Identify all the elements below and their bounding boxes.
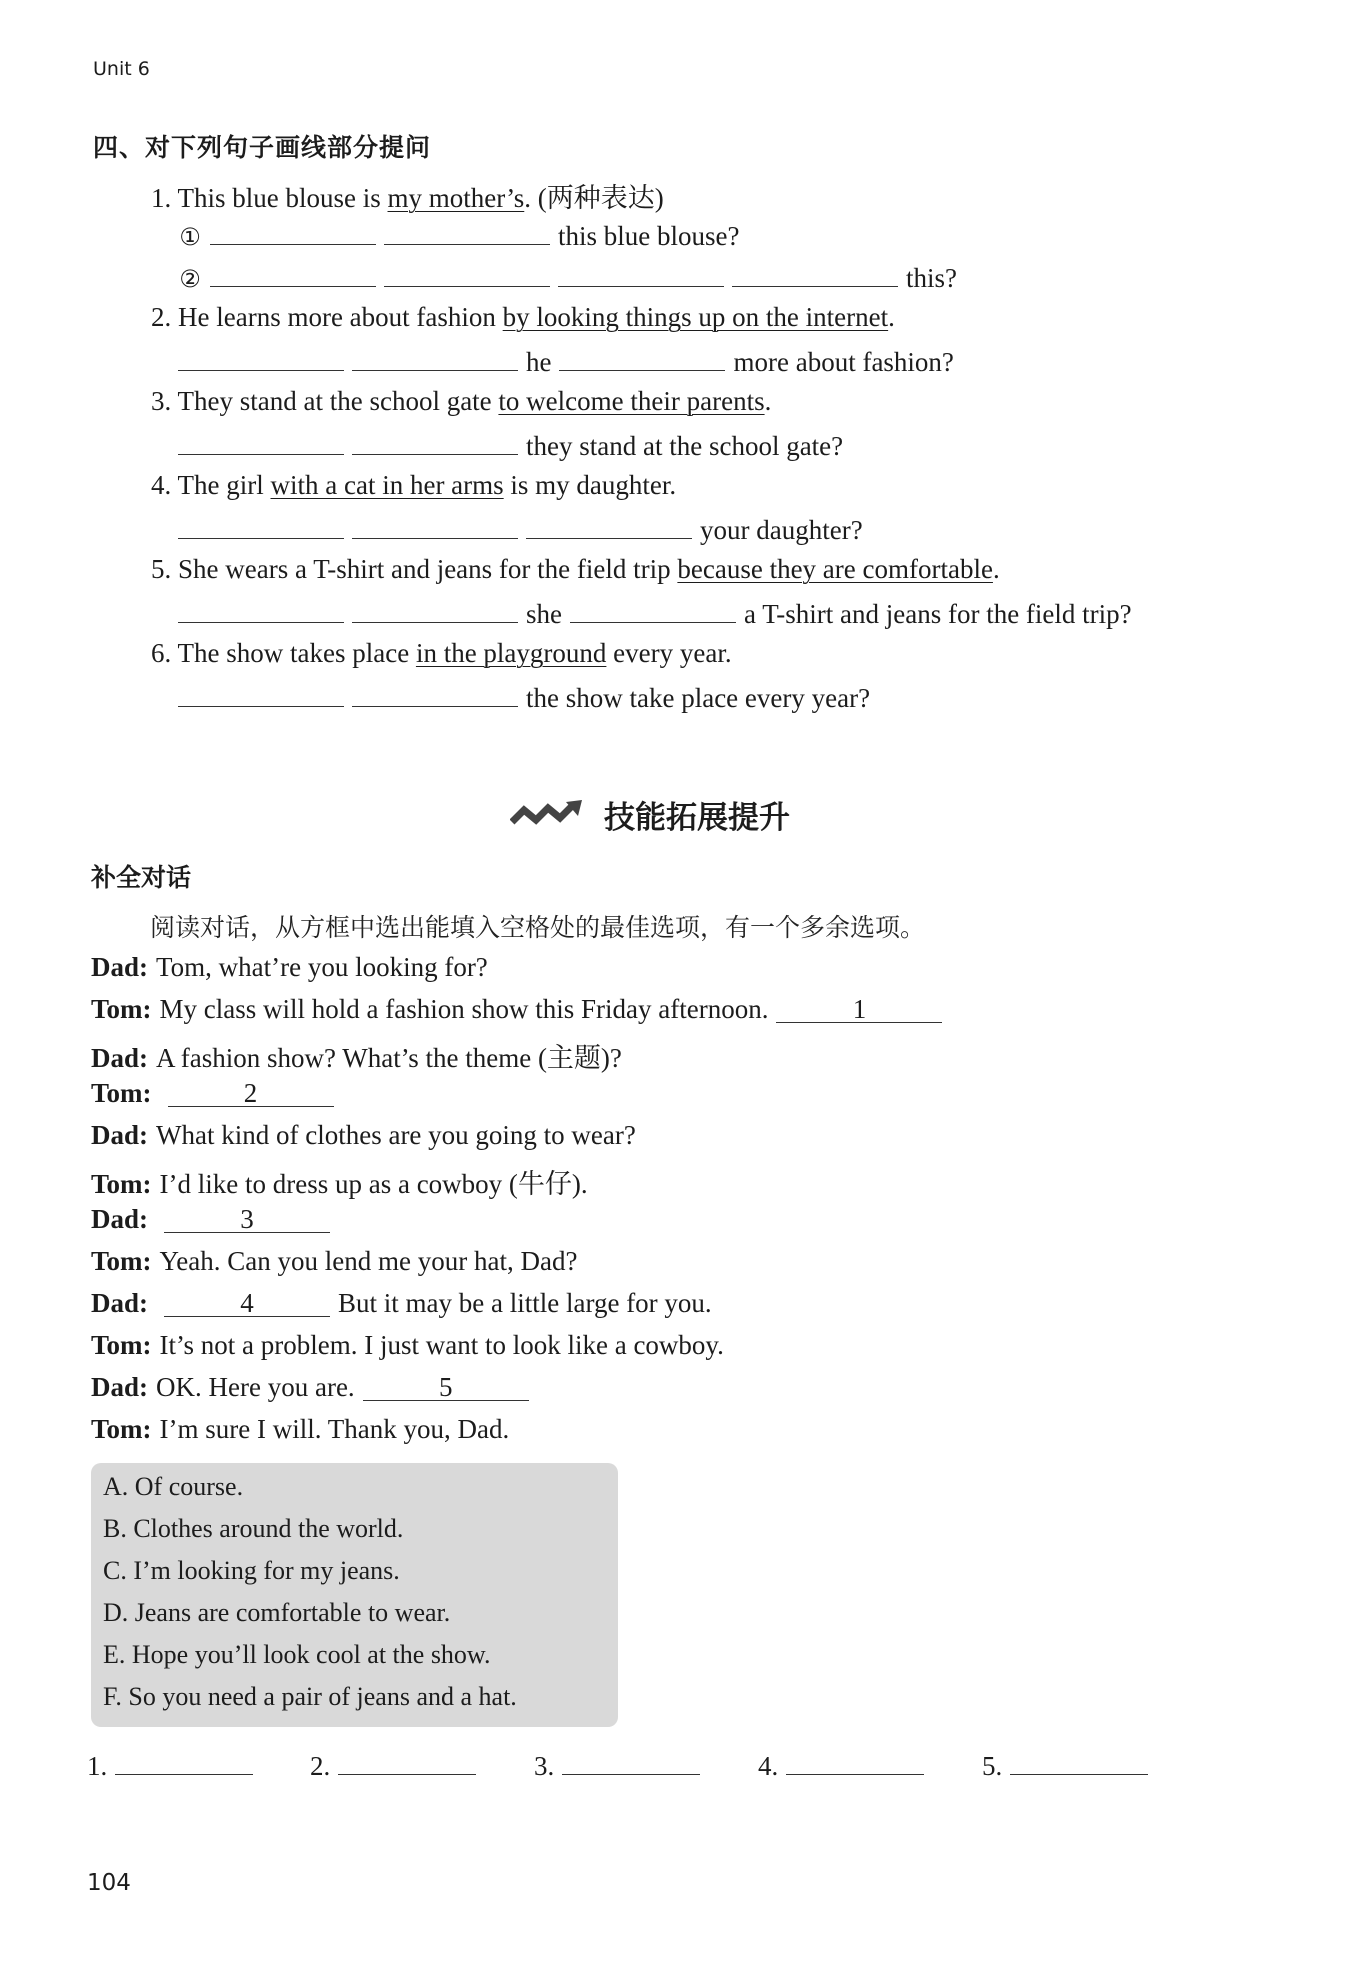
dialogue-text: My class will hold a fashion show this Friday afternoon. [159, 994, 769, 1024]
dialogue-text: I’m sure I will. Thank you, Dad. [159, 1414, 510, 1444]
answer-1b-row [178, 260, 957, 294]
dialogue-line [91, 994, 942, 1025]
underlined-part: in the playground [415, 638, 607, 668]
banner-title: 技能拓展提升 [604, 800, 790, 836]
answer-blank[interactable] [178, 344, 344, 371]
answer-tail: the show take place every year? [526, 683, 871, 713]
underlined-part: to welcome their parents [498, 386, 765, 416]
dialogue-blank-3[interactable]: 3 [164, 1206, 330, 1233]
underlined-part: by looking things up on the internet [502, 302, 889, 332]
answer-blank[interactable] [178, 512, 344, 539]
answer-number: 2. [310, 1751, 331, 1781]
dialogue-blank-1[interactable]: 1 [776, 996, 942, 1023]
question-6 [151, 638, 732, 669]
answer-blank[interactable] [352, 344, 518, 371]
question-1 [151, 176, 664, 215]
speaker-label: Dad: [91, 1120, 149, 1150]
answer-tail: more about fashion? [733, 347, 954, 377]
speaker-label: Dad: [91, 1288, 149, 1318]
question-4 [151, 470, 676, 501]
speaker-label: Tom: [91, 1330, 152, 1360]
question-text-end: is my daughter. [503, 470, 677, 500]
dialogue-line [91, 1330, 724, 1361]
option-item: A. Of course. [103, 1472, 244, 1501]
question-text-end: . (两种表达) [524, 183, 664, 213]
answer-line[interactable] [1010, 1748, 1148, 1775]
answer-number: 1. [87, 1751, 108, 1781]
answer-blank[interactable] [352, 596, 518, 623]
question-text-end: . [764, 386, 772, 416]
question-number: 1. [151, 183, 178, 213]
answer-slot-1 [87, 1748, 253, 1782]
speaker-label: Tom: [91, 1169, 152, 1199]
answer-blank[interactable] [178, 596, 344, 623]
dialogue-line [91, 1120, 636, 1151]
answer-3-row [178, 428, 843, 462]
question-number: 2. [151, 302, 178, 332]
answer-blank[interactable] [384, 218, 550, 245]
dialogue-line [91, 1414, 509, 1445]
underlined-part: my mother’s [387, 183, 525, 213]
question-text: The girl [177, 470, 271, 500]
answer-1a-row [178, 218, 739, 252]
question-text-end: . [992, 554, 1000, 584]
question-text: They stand at the school gate [177, 386, 499, 416]
trend-arrow-icon [510, 798, 584, 828]
dialogue-line [91, 952, 488, 983]
question-number: 3. [151, 386, 178, 416]
answer-blank[interactable] [352, 680, 518, 707]
answer-slot-4 [758, 1748, 924, 1782]
answer-line[interactable] [562, 1748, 700, 1775]
underlined-part: with a cat in her arms [270, 470, 504, 500]
instruction-text: 阅读对话，从方框中选出能填入空格处的最佳选项，有一个多余选项。 [150, 913, 926, 942]
answer-number: 5. [982, 1751, 1003, 1781]
answer-tail: your daughter? [700, 515, 863, 545]
option-item: B. Clothes around the world. [103, 1514, 404, 1543]
option-item: D. Jeans are comfortable to wear. [103, 1598, 451, 1627]
question-number: 4. [151, 470, 178, 500]
question-5 [151, 554, 1000, 585]
dialogue-text: It’s not a problem. I just want to look like a cowboy. [159, 1330, 724, 1360]
question-3 [151, 386, 771, 417]
dialogue-line [91, 1078, 334, 1109]
answer-blank[interactable] [210, 260, 376, 287]
dialogue-text: Yeah. Can you lend me your hat, Dad? [159, 1246, 578, 1276]
option-item: C. I’m looking for my jeans. [103, 1556, 400, 1585]
answer-line[interactable] [338, 1748, 476, 1775]
section-title: 四、对下列句子画线部分提问 [93, 133, 432, 162]
answer-mid: she [526, 599, 562, 629]
answer-line[interactable] [786, 1748, 924, 1775]
speaker-label: Dad: [91, 1043, 149, 1073]
answer-blank[interactable] [384, 260, 550, 287]
answer-blank[interactable] [732, 260, 898, 287]
speaker-label: Dad: [91, 1372, 149, 1402]
dialogue-text: I’d like to dress up as a cowboy (牛仔). [159, 1169, 588, 1199]
speaker-label: Tom: [91, 1078, 152, 1108]
speaker-label: Tom: [91, 994, 152, 1024]
answer-tail: this? [906, 263, 957, 293]
answer-6-row [178, 680, 870, 714]
dialogue-line [91, 1204, 330, 1235]
dialogue-text: OK. Here you are. [156, 1372, 355, 1402]
answer-blank[interactable] [352, 512, 518, 539]
answer-blank[interactable] [526, 512, 692, 539]
skills-banner [510, 792, 850, 836]
answer-number: 3. [534, 1751, 555, 1781]
answer-slot-3 [534, 1748, 700, 1782]
answer-blank[interactable] [570, 596, 736, 623]
dialogue-line [91, 1036, 622, 1075]
underlined-part: because they are comfortable [677, 554, 993, 584]
dialogue-text: What kind of clothes are you going to wear? [156, 1120, 636, 1150]
dialogue-line [91, 1162, 588, 1201]
dialogue-blank-2[interactable]: 2 [168, 1080, 334, 1107]
answer-tail: this blue blouse? [558, 221, 740, 251]
dialogue-section-title: 补全对话 [91, 863, 192, 892]
dialogue-line [91, 1372, 529, 1403]
answer-blank[interactable] [178, 680, 344, 707]
answer-blank[interactable] [210, 218, 376, 245]
answer-blank[interactable] [559, 344, 725, 371]
dialogue-text: Tom, what’re you looking for? [156, 952, 488, 982]
question-number: 6. [151, 638, 178, 668]
page-number: 104 [87, 1870, 131, 1896]
dialogue-blank-4[interactable]: 4 [164, 1290, 330, 1317]
answer-blank[interactable] [178, 428, 344, 455]
option-item: E. Hope you’ll look cool at the show. [103, 1640, 491, 1669]
answer-blank[interactable] [558, 260, 724, 287]
dialogue-blank-5[interactable]: 5 [363, 1374, 529, 1401]
question-text: He learns more about fashion [178, 302, 503, 332]
dialogue-line [91, 1288, 712, 1319]
dialogue-text: A fashion show? What’s the theme (主题)? [156, 1043, 622, 1073]
question-text: The show takes place [177, 638, 416, 668]
answer-blank[interactable] [352, 428, 518, 455]
dialogue-line [91, 1246, 577, 1277]
answer-line[interactable] [115, 1748, 253, 1775]
answer-5-row [178, 596, 1132, 630]
speaker-label: Dad: [91, 1204, 149, 1234]
option-item: F. So you need a pair of jeans and a hat. [103, 1682, 517, 1711]
unit-label: Unit 6 [93, 58, 150, 80]
question-text: She wears a T-shirt and jeans for the field trip [178, 554, 678, 584]
question-number: 5. [151, 554, 178, 584]
question-text: This blue blouse is [177, 183, 388, 213]
circled-two: ② [179, 265, 201, 293]
answer-slot-5 [982, 1748, 1148, 1782]
answer-4-row [178, 512, 863, 546]
question-2 [151, 302, 895, 333]
speaker-label: Tom: [91, 1414, 152, 1444]
question-text-end: every year. [606, 638, 732, 668]
answer-mid: he [526, 347, 552, 377]
answer-tail: a T-shirt and jeans for the field trip? [744, 599, 1132, 629]
answer-tail: they stand at the school gate? [526, 431, 844, 461]
speaker-label: Tom: [91, 1246, 152, 1276]
answer-2-row [178, 344, 954, 378]
dialogue-text: But it may be a little large for you. [338, 1288, 712, 1318]
speaker-label: Dad: [91, 952, 149, 982]
circled-one: ① [179, 223, 201, 251]
answer-slot-2 [310, 1748, 476, 1782]
question-text-end: . [888, 302, 895, 332]
answer-number: 4. [758, 1751, 779, 1781]
